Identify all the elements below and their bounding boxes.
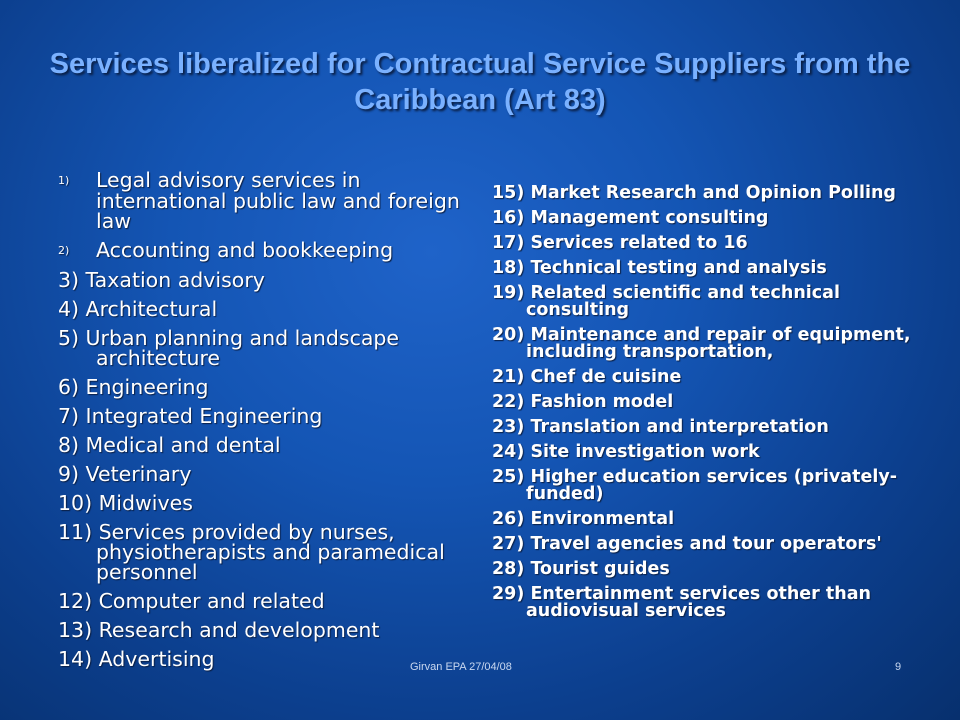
- item-text: 7) Integrated Engineering: [58, 404, 323, 428]
- slide-footer: Girvan EPA 27/04/08: [410, 661, 512, 673]
- list-item: 23) Translation and interpretation: [492, 417, 829, 437]
- list-item: [58, 240, 478, 261]
- list-item: [58, 591, 478, 611]
- list-item: 24) Site investigation work: [492, 442, 760, 462]
- item-text: 6) Engineering: [58, 375, 209, 399]
- page-number: 9: [895, 661, 902, 673]
- list-item: [58, 299, 478, 319]
- item-text: 4) Architectural: [58, 297, 218, 321]
- list-item: 16) Management consulting: [492, 208, 769, 228]
- list-item: 21) Chef de cuisine: [492, 367, 682, 387]
- list-item: 22) Fashion model: [492, 392, 674, 412]
- list-item: [58, 170, 478, 231]
- item-text: 13) Research and development: [58, 618, 380, 642]
- list-item: 25) Higher education services (privately-funded): [492, 467, 897, 504]
- item-text: Legal advisory services in international public law and foreign law: [96, 168, 460, 233]
- list-item: [58, 406, 478, 426]
- slide-title: Services liberalized for Contractual Service Suppliers from the Caribbean (Art 83): [49, 48, 911, 116]
- item-text: Accounting and bookkeeping: [96, 238, 394, 262]
- list-item: 26) Environmental: [492, 509, 675, 529]
- item-text: 10) Midwives: [58, 491, 193, 515]
- list-item: [58, 493, 478, 513]
- list-item: 19) Related scientific and technical consulting: [492, 283, 840, 320]
- item-text: 3) Taxation advisory: [58, 268, 265, 292]
- list-item: 17) Services related to 16: [492, 233, 748, 253]
- list-item: 15) Market Research and Opinion Polling: [492, 183, 896, 203]
- item-text: 12) Computer and related: [58, 589, 325, 613]
- list-item: 28) Tourist guides: [492, 559, 670, 579]
- services-list-left: [58, 170, 478, 678]
- item-text: 14) Advertising: [58, 647, 215, 671]
- list-item: 18) Technical testing and analysis: [492, 258, 827, 278]
- item-text: 11) Services provided by nurses, physiotherapists and paramedical personnel: [58, 520, 445, 584]
- item-text: 8) Medical and dental: [58, 433, 281, 457]
- list-item: [58, 464, 478, 484]
- item-number: 2): [58, 244, 70, 257]
- list-item: 20) Maintenance and repair of equipment, including transportation,: [492, 325, 911, 362]
- list-item: [58, 270, 478, 290]
- list-item: 27) Travel agencies and tour operators': [492, 534, 882, 554]
- list-item: 29) Entertainment services other than audiovisual services: [492, 584, 871, 621]
- list-item: [58, 620, 478, 640]
- list-item: [58, 328, 478, 368]
- item-number: 1): [58, 174, 70, 187]
- list-item: [58, 435, 478, 455]
- item-text: 5) Urban planning and landscape architecture: [58, 326, 400, 370]
- services-list-right: [492, 185, 932, 628]
- list-item: [58, 522, 478, 582]
- item-text: 9) Veterinary: [58, 462, 192, 486]
- list-item: [58, 377, 478, 397]
